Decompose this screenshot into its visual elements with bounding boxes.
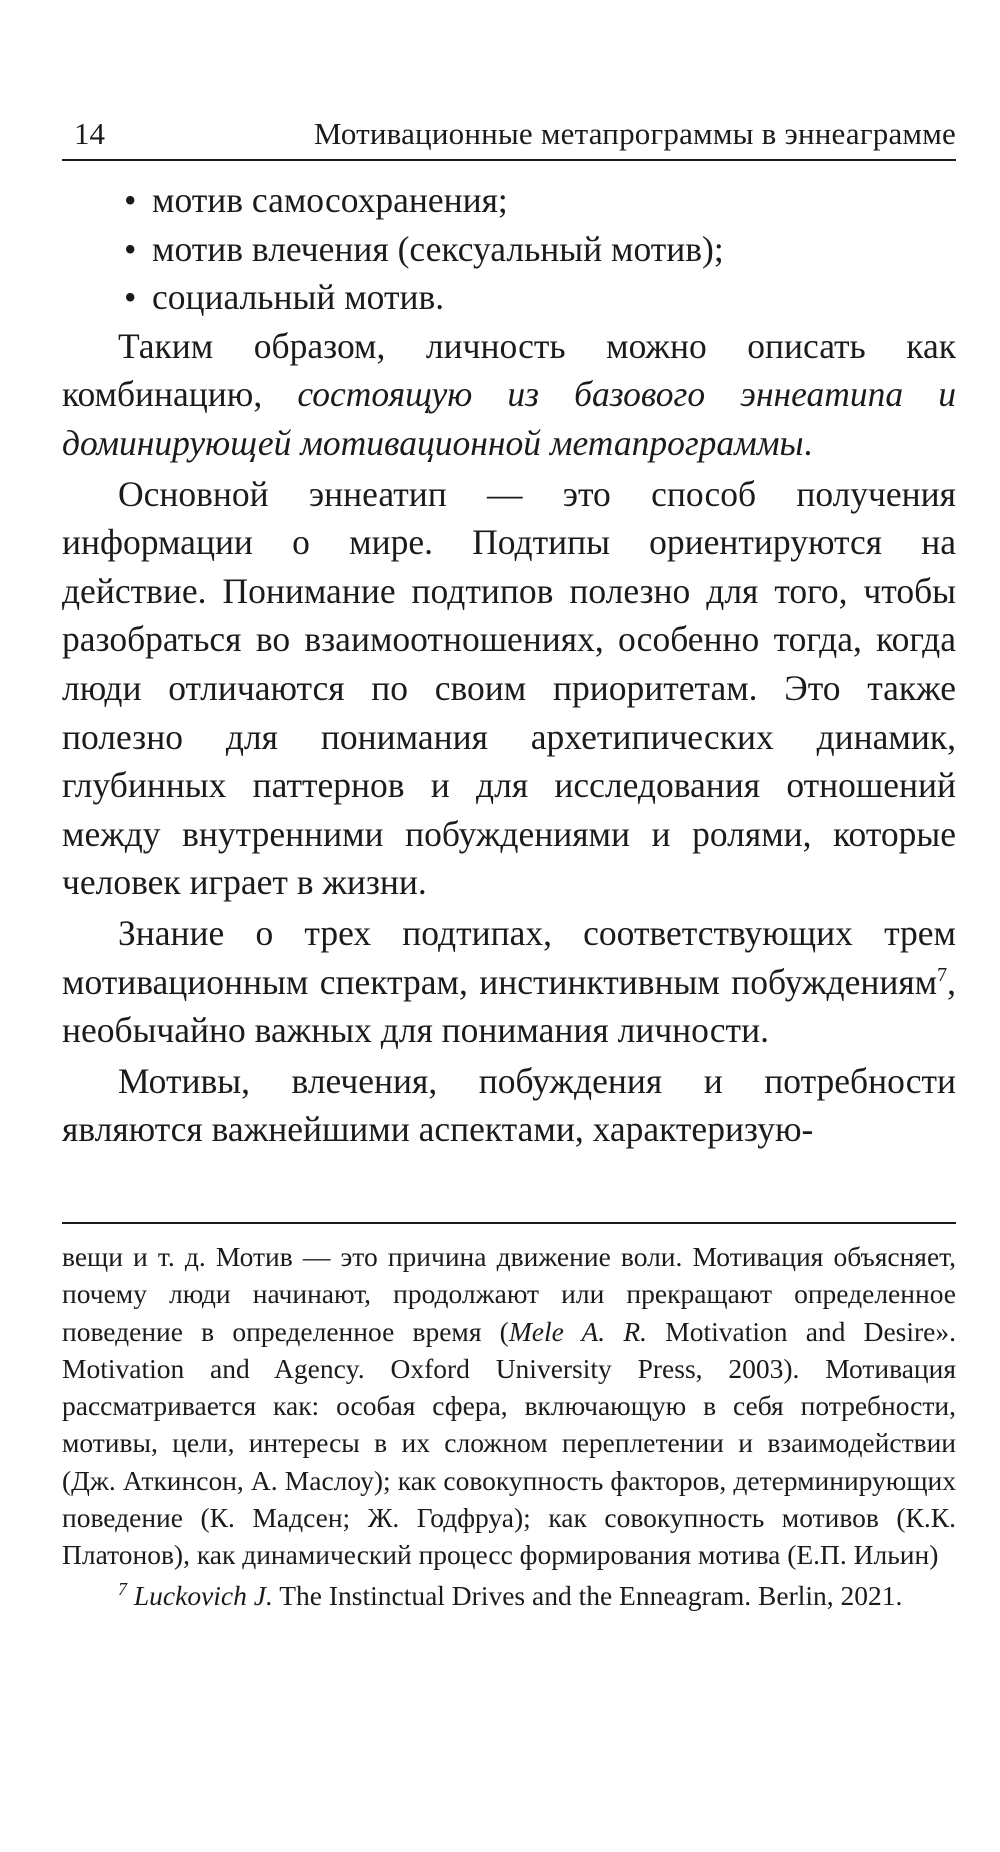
paragraph-text: . (803, 422, 813, 463)
paragraph-text: Знание о трех подтипах, соответствующих трем мотивационным спектрам, инстинктивным побуждениям (62, 912, 956, 1002)
footnote-7 (62, 1577, 956, 1614)
footnote-author: Luckovich J. (133, 1579, 273, 1611)
footnote-number: 7 (118, 1578, 127, 1599)
paragraph-enneatype: Основной эннеатип — это способ получения информации о мире. Подтипы ориентируются на действие. Понимание подтипов полезно для того, чтобы разобраться во взаимоотношениях, особенно тогда, когда люди отличаются по своим приоритетам. Это также полезно для понимания архетипических динамик, глубинных паттернов и для исследования отношений между внутренними побуждениями и ролями, которые человек играет в жизни. (62, 473, 956, 903)
footnote-text: вещи и т. д. Мотив — это причина движение воли. Мотивация объясняет, почему люди начинают, продолжают или прекращают определенное поведение в определенное время ( (62, 1241, 956, 1347)
bullet-item (62, 225, 956, 274)
paragraph-subtypes (62, 909, 956, 1055)
paragraph-motives: Мотивы, влечения, побуждения и потребности являются важнейшими аспектами, характеризую- (62, 1060, 956, 1150)
running-head (62, 113, 956, 161)
paragraph-text: , необычайно важных для понимания личности. (62, 961, 956, 1051)
emphasized-text: состоящую из базового эннеатипа и доминирующей мотивационной метапрограммы (62, 374, 956, 463)
paragraph-personality (62, 322, 956, 468)
footnote-author: Mele A. R. (508, 1315, 648, 1347)
bullet-item (62, 176, 956, 225)
page-number: 14 (74, 116, 105, 151)
bullet-mark: • (124, 228, 137, 269)
bullet-item (62, 273, 956, 322)
footnote-text: The Instinctual Drives and the Enneagram. Berlin, 2021. (272, 1579, 903, 1611)
bullet-text: мотив самосохранения; (152, 180, 508, 220)
footnote-divider (62, 1222, 956, 1224)
main-text (62, 176, 956, 1156)
footnote-text: Motivation and Desire». Motivation and Agency. Oxford University Press, 2003). Мотивация рассматривается как: особая сфера, включающую в себя потребности, мотивы, цели, интересы в их сложном переплетении и взаимодействии (Дж. Аткинсон, А. Маслоу); как совокупность факторов, детерминирующих поведение (К. Мадсен; Ж. Годфруа); как совокупность мотивов (К.К. Платонов), как динамический процесс формирования мотива (Е.П. Ильин) (62, 1315, 956, 1571)
bullet-mark: • (124, 277, 137, 318)
footnotes (62, 1238, 956, 1614)
footnote-ref-7[interactable]: 7 (937, 963, 948, 986)
footnote-continuation (62, 1238, 956, 1574)
paragraph-text: Таким образом, личность можно описать как комбинацию, (62, 325, 956, 415)
bullet-mark: • (124, 180, 137, 220)
bullet-text: мотив влечения (сексуальный мотив); (152, 228, 724, 269)
running-title: Мотивационные метапрограммы в эннеаграмме (313, 116, 956, 151)
bullet-text: социальный мотив. (152, 277, 445, 318)
